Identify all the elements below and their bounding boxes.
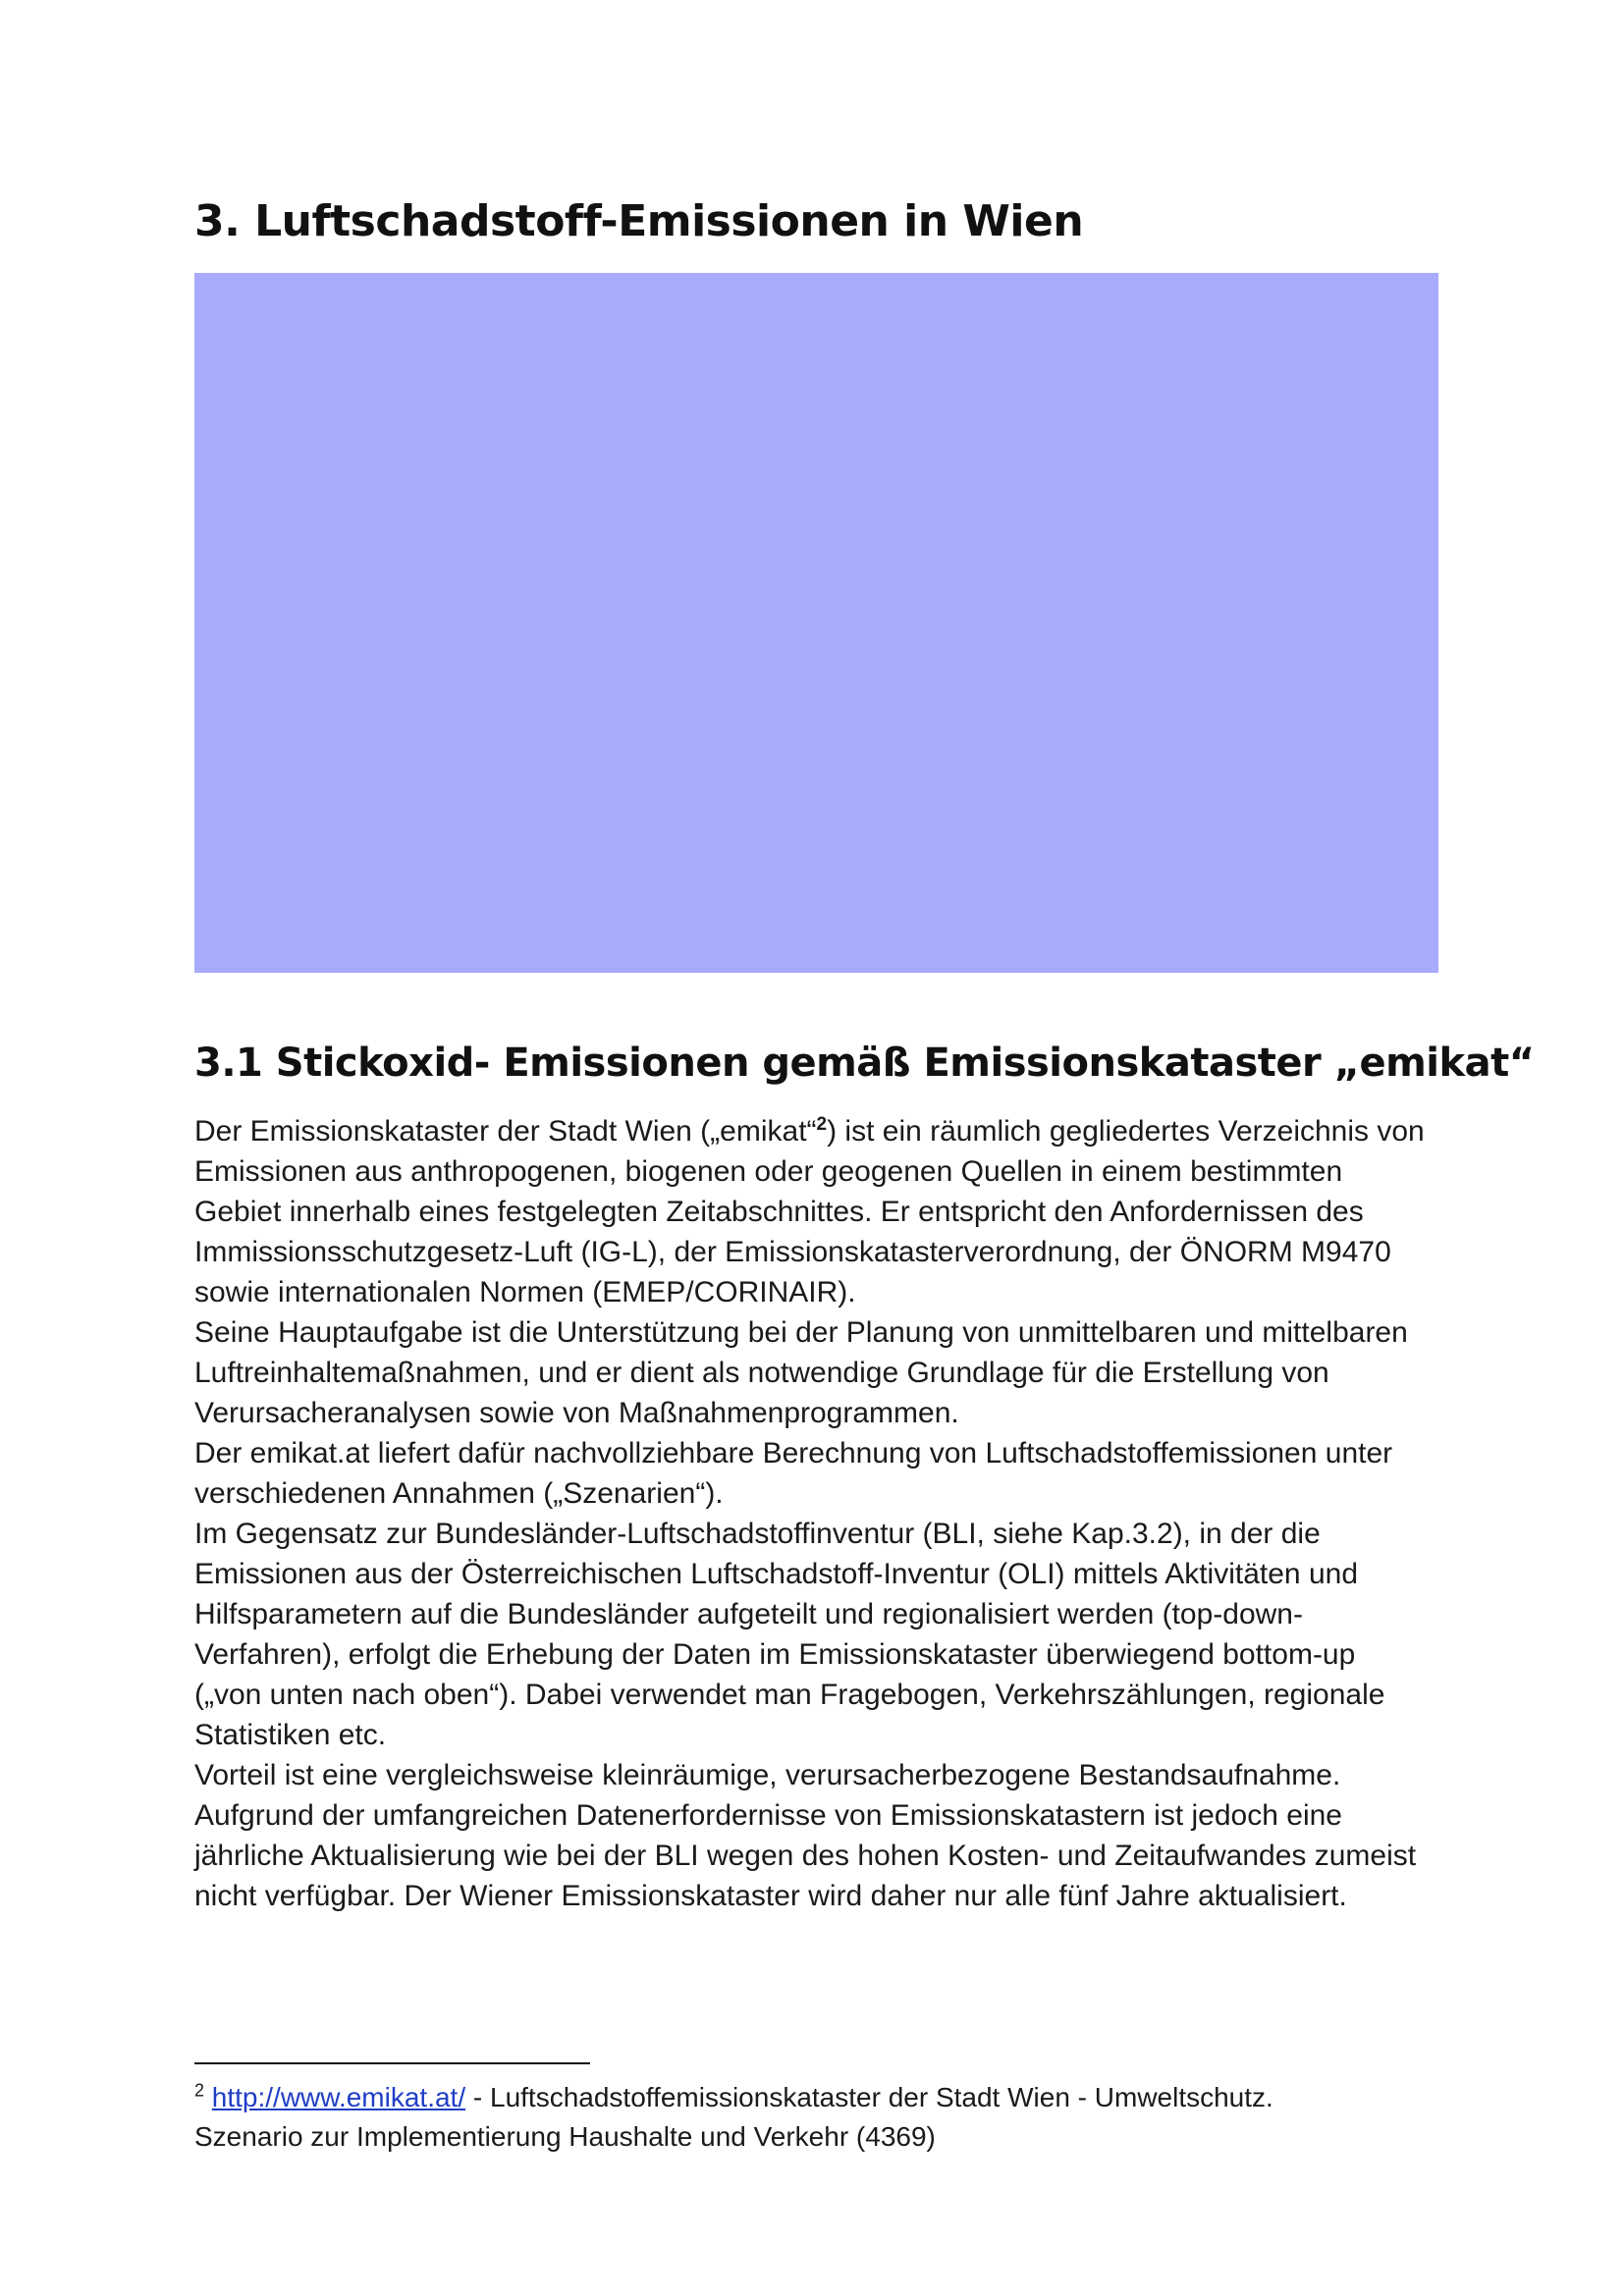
body-line: Verfahren), erfolgt die Erhebung der Daten im Emissionskataster überwiegend bottom-up <box>194 1638 1356 1671</box>
body-line: Aufgrund der umfangreichen Datenerfordernisse von Emissionskatastern ist jedoch eine <box>194 1799 1342 1832</box>
body-line: Luftreinhaltemaßnahmen, und er dient als notwendige Grundlage für die Erstellung von <box>194 1357 1329 1389</box>
body-line-end: ) ist ein räumlich gegliedertes Verzeichnis von <box>827 1115 1425 1148</box>
footnote-line-2: Szenario zur Implementierung Haushalte und Verkehr (4369) <box>194 2121 936 2152</box>
body-line <box>194 1111 1461 1151</box>
body-line: Emissionen aus anthropogenen, biogenen oder geogenen Quellen in einem bestimmten <box>194 1155 1343 1188</box>
body-line: Verursacheranalysen sowie von Maßnahmenprogrammen. <box>194 1397 959 1429</box>
body-line: Gebiet innerhalb eines festgelegten Zeitabschnittes. Er entspricht den Anfordernissen des <box>194 1196 1364 1228</box>
footnote-line <box>194 2078 1461 2117</box>
body-line: Vorteil ist eine vergleichsweise kleinräumige, verursacherbezogene Bestandsaufnahme. <box>194 1759 1341 1791</box>
footnote-text: - Luftschadstoffemissionskataster der Stadt Wien - Umweltschutz. <box>465 2082 1273 2112</box>
footnote-divider <box>194 2062 590 2064</box>
footnote-number: 2 <box>194 2080 205 2101</box>
page-heading: 3. Luftschadstoff-Emissionen in Wien <box>194 196 1084 246</box>
body-line: Statistiken etc. <box>194 1719 387 1751</box>
body-line: sowie internationalen Normen (EMEP/CORINAIR). <box>194 1276 856 1308</box>
body-line: („von unten nach oben“). Dabei verwendet man Fragebogen, Verkehrszählungen, regionale <box>194 1679 1385 1711</box>
body-line: Immissionsschutzgesetz-Luft (IG-L), der Emissionskatasterverordnung, der ÖNORM M9470 <box>194 1236 1391 1268</box>
body-line: nicht verfügbar. Der Wiener Emissionskataster wird daher nur alle fünf Jahre aktualisiert. <box>194 1880 1347 1912</box>
body-line-start: Der Emissionskataster der Stadt Wien („emikat“ <box>194 1115 817 1148</box>
section-body <box>194 1111 1461 1916</box>
body-line: Der emikat.at liefert dafür nachvollziehbare Berechnung von Luftschadstoffemissionen unter <box>194 1437 1393 1469</box>
body-line: Hilfsparametern auf die Bundesländer aufgeteilt und regionalisiert werden (top-down- <box>194 1598 1303 1630</box>
body-line: verschiedenen Annahmen („Szenarien“). <box>194 1477 724 1510</box>
footnote-link[interactable]: http://www.emikat.at/ <box>211 2082 466 2112</box>
body-line: Im Gegensatz zur Bundesländer-Luftschadstoffinventur (BLI, siehe Kap.3.2), in der die <box>194 1518 1321 1550</box>
footnote <box>194 2078 1461 2157</box>
body-line: jährliche Aktualisierung wie bei der BLI wegen des hohen Kosten- und Zeitaufwandes zumeist <box>194 1840 1417 1872</box>
body-line: Emissionen aus der Österreichischen Luftschadstoff-Inventur (OLI) mittels Aktivitäten und <box>194 1558 1358 1590</box>
section-title: 3.1 Stickoxid- Emissionen gemäß Emissionskataster „emikat“ <box>194 1041 1535 1086</box>
footnote-reference[interactable]: 2 <box>816 1114 828 1135</box>
body-line: Seine Hauptaufgabe ist die Unterstützung bei der Planung von unmittelbaren und mittelbaren <box>194 1316 1408 1349</box>
figure-placeholder <box>194 273 1438 973</box>
